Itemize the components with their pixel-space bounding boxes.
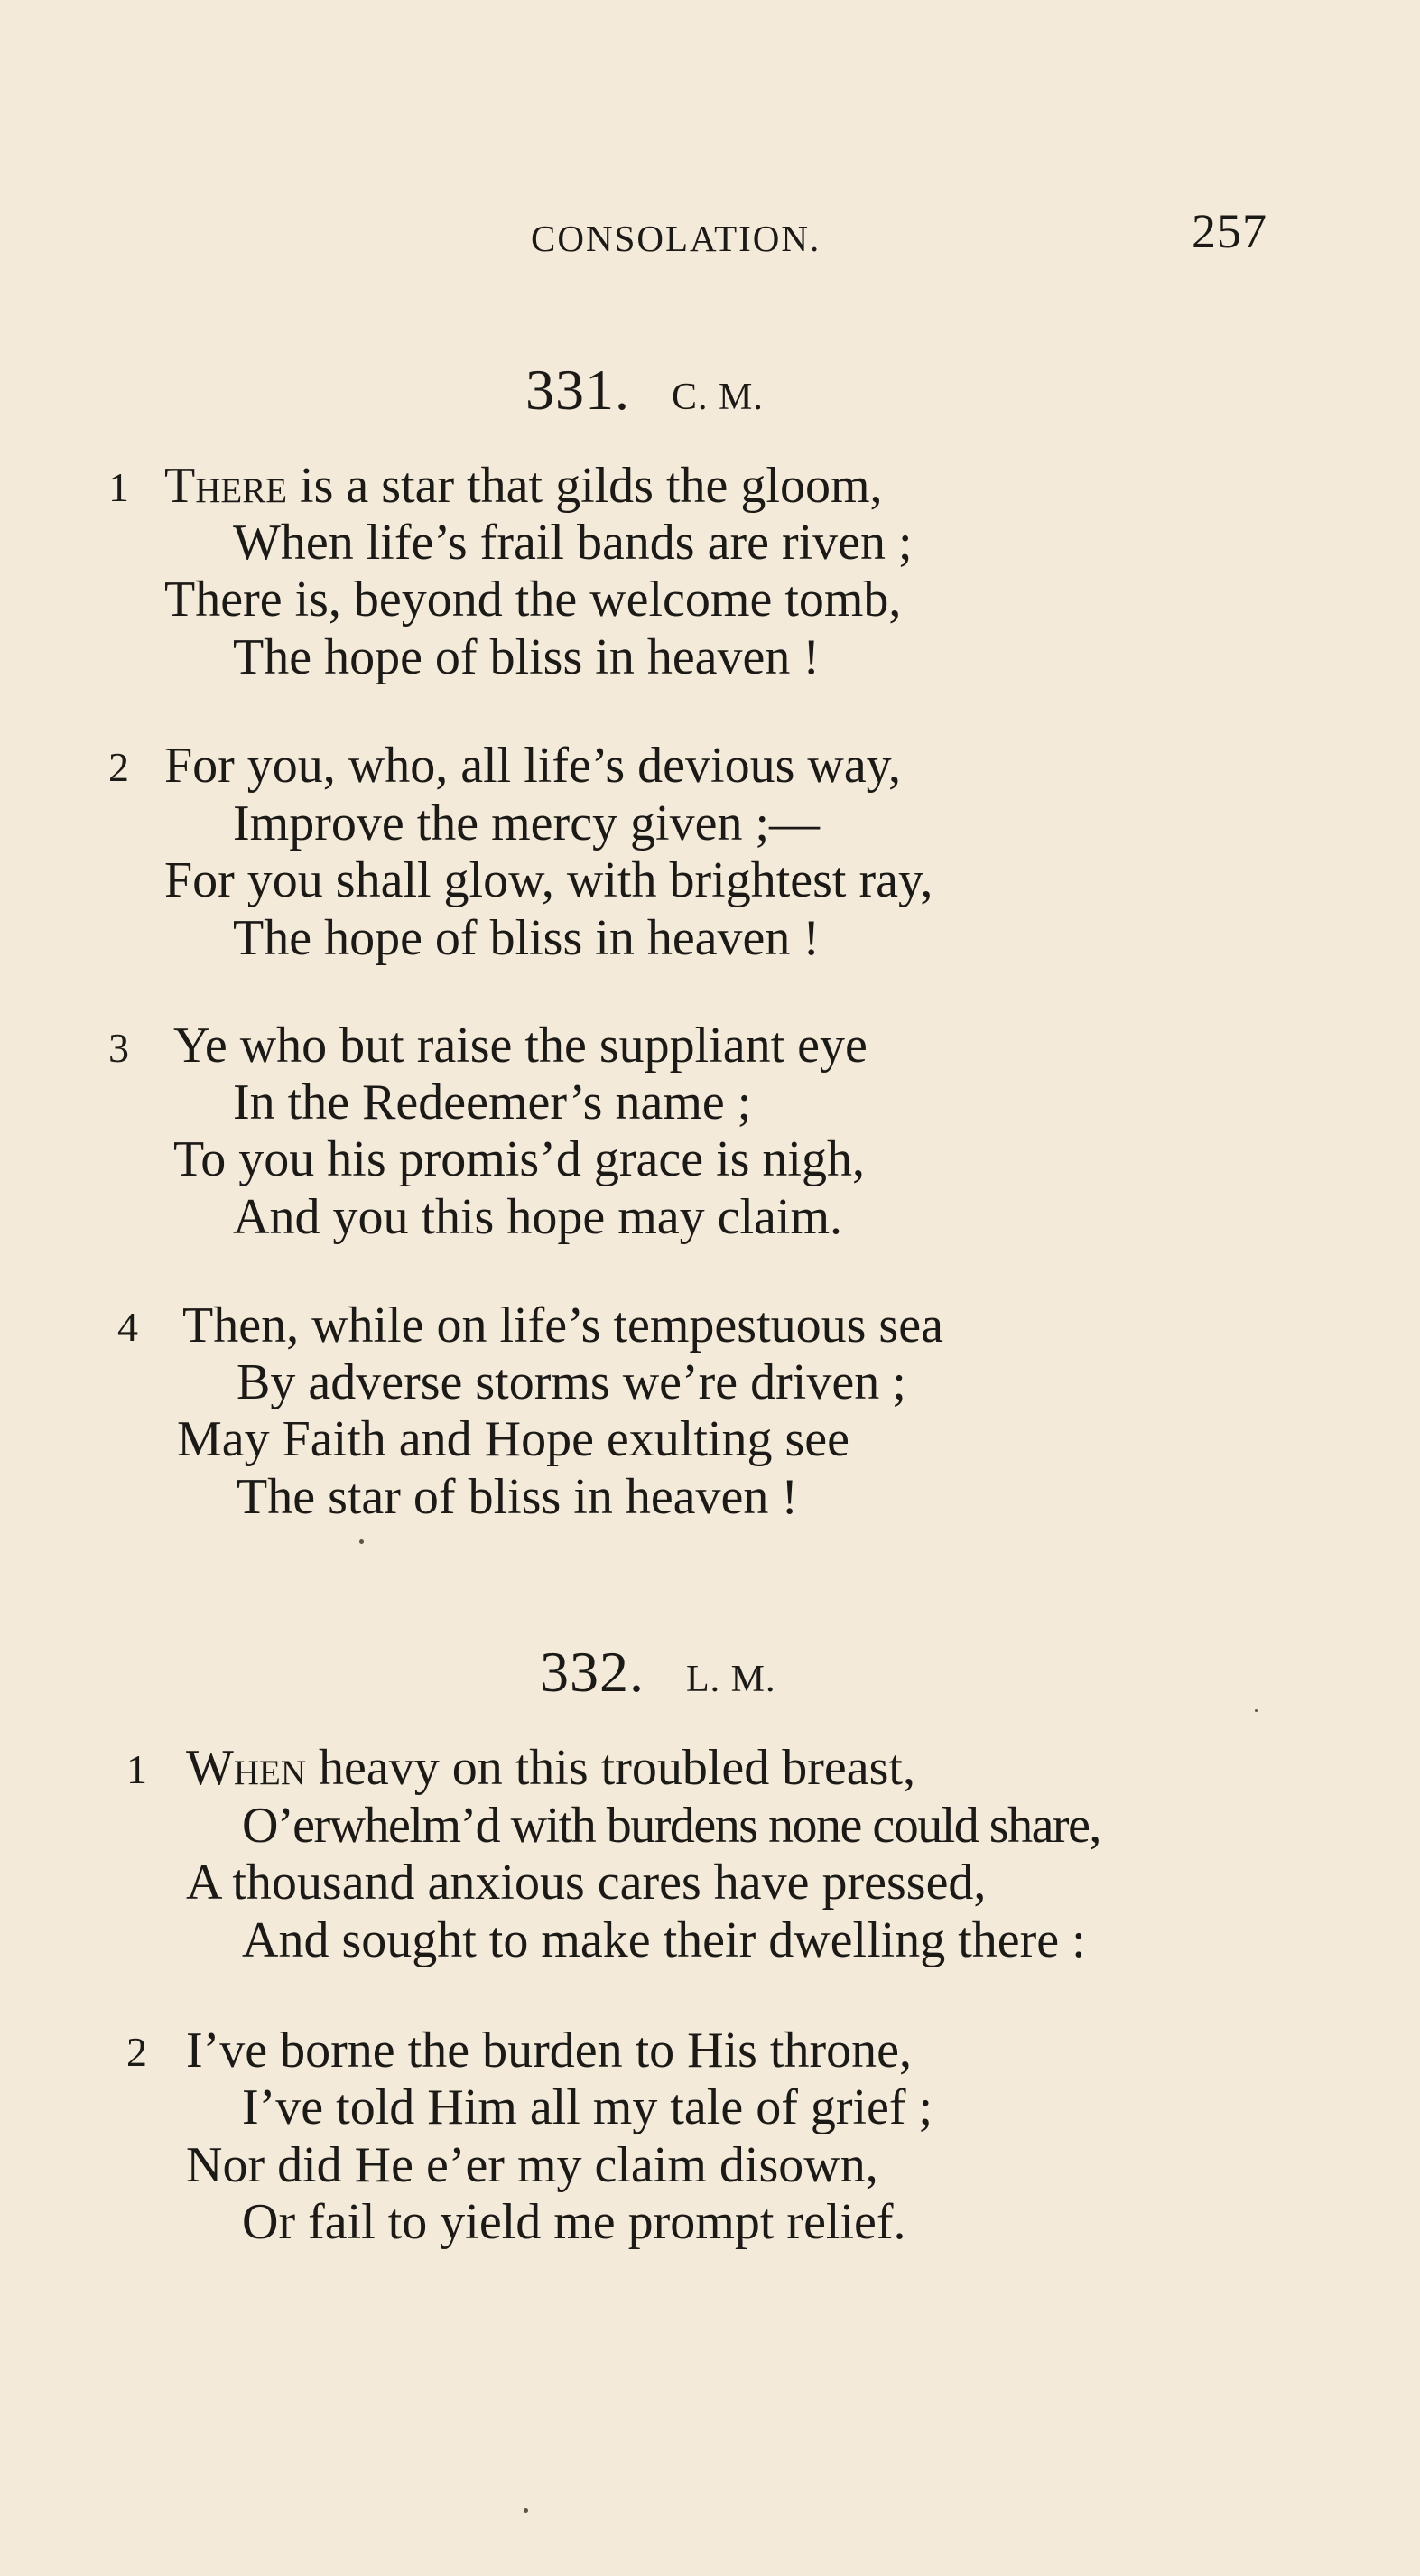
verse-line: The star of bliss in heaven !	[237, 1469, 799, 1525]
verse-line: In the Redeemer’s name ;	[233, 1074, 752, 1130]
hymn-332-header	[540, 1639, 776, 1706]
hymn-number: 332.	[540, 1640, 645, 1704]
hymn-number: 331.	[525, 358, 630, 422]
verse-line: When life’s frail bands are riven ;	[233, 515, 913, 571]
verse-number: 1	[126, 1746, 147, 1792]
print-speck	[524, 2508, 528, 2513]
verse-number: 2	[108, 744, 129, 790]
verse-line: There is, beyond the welcome tomb,	[164, 572, 902, 628]
verse-line: Ye who but raise the suppliant eye	[173, 1018, 868, 1074]
verse-lead-word: There	[164, 458, 288, 514]
verse-line: By adverse storms we’re driven ;	[237, 1354, 906, 1410]
verse-line: For you shall glow, with brightest ray,	[164, 852, 933, 908]
verse-line-rest: heavy on this troubled breast,	[306, 1740, 915, 1796]
print-speck	[1255, 1709, 1258, 1712]
verse-number: 2	[126, 2029, 147, 2075]
verse-number: 1	[108, 464, 129, 510]
verse-line: Improve the mercy given ;—	[233, 795, 821, 851]
verse-line: May Faith and Hope exulting see	[177, 1411, 849, 1467]
verse-line: For you, who, all life’s devious way,	[164, 738, 902, 794]
verse-line: And you this hope may claim.	[233, 1189, 843, 1245]
verse-line-rest: is a star that gilds the gloom,	[287, 458, 883, 514]
page-number: 257	[1192, 204, 1267, 258]
verse-line	[164, 458, 883, 514]
verse-line: And sought to make their dwelling there :	[242, 1912, 1086, 1968]
hymn-331-header	[525, 357, 764, 423]
running-head: CONSOLATION.	[531, 218, 821, 259]
verse-lead-word: When	[186, 1740, 307, 1796]
verse-number: 3	[108, 1025, 129, 1071]
hymn-meter: L. M.	[686, 1659, 776, 1700]
verse-line: O’erwhelm’d with burdens none could share,	[242, 1798, 1100, 1854]
print-speck	[359, 1539, 364, 1544]
verse-line: I’ve told Him all my tale of grief ;	[242, 2079, 933, 2135]
verse-line: To you his promis’d grace is nigh,	[173, 1131, 865, 1187]
verse-line: I’ve borne the burden to His throne,	[186, 2023, 912, 2078]
verse-line: A thousand anxious cares have pressed,	[186, 1855, 987, 1911]
verse-line: The hope of bliss in heaven !	[233, 910, 821, 966]
hymn-meter: C. M.	[672, 377, 764, 418]
verse-line	[186, 1740, 915, 1796]
verse-line: Then, while on life’s tempestuous sea	[182, 1297, 943, 1353]
verse-line: Or fail to yield me prompt relief.	[242, 2194, 906, 2250]
verse-line: Nor did He e’er my claim disown,	[186, 2137, 878, 2193]
verse-line: The hope of bliss in heaven !	[233, 629, 821, 685]
verse-number: 4	[117, 1304, 138, 1350]
